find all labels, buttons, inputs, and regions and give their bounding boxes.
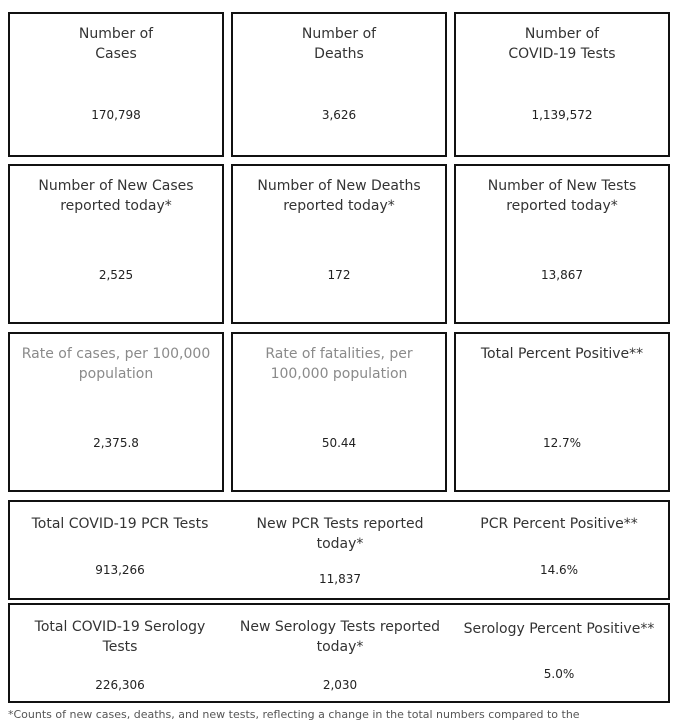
serology-panel <box>8 603 670 703</box>
pcr-new-cell <box>230 502 450 598</box>
card-label: Number of New Deaths reported today* <box>257 178 421 214</box>
pcr-positive-cell <box>450 502 668 598</box>
serology-total-label: Total COVID-19 Serology Tests <box>34 619 206 655</box>
card-label: Number of COVID-19 Tests <box>508 26 616 62</box>
card-rate-of-fatalities <box>231 332 447 492</box>
card-value: 172 <box>327 268 351 282</box>
card-label: Rate of cases, per 100,000 population <box>21 346 211 382</box>
pcr-total-cell <box>10 502 230 598</box>
pcr-new-label: New PCR Tests reported today* <box>256 516 424 552</box>
card-label: Total Percent Positive** <box>480 346 644 362</box>
card-value: 170,798 <box>91 108 141 122</box>
footnote: *Counts of new cases, deaths, and new tests, reflecting a change in the total numbers compared to the <box>8 708 580 721</box>
serology-new-value: 2,030 <box>322 678 358 692</box>
serology-total-cell <box>10 605 230 701</box>
card-number-of-tests <box>454 12 670 157</box>
pcr-new-value: 11,837 <box>319 572 361 586</box>
card-label: Number of Cases <box>78 26 154 62</box>
card-number-of-deaths <box>231 12 447 157</box>
card-label: Number of New Cases reported today* <box>38 178 194 214</box>
card-value: 13,867 <box>541 268 583 282</box>
card-label: Rate of fatalities, per 100,000 population <box>265 346 413 382</box>
card-new-deaths <box>231 164 447 324</box>
serology-positive-value: 5.0% <box>543 667 575 681</box>
card-value: 2,525 <box>98 268 134 282</box>
pcr-total-value: 913,266 <box>95 563 145 577</box>
card-rate-of-cases <box>8 332 224 492</box>
card-value: 1,139,572 <box>531 108 593 122</box>
card-label: Number of New Tests reported today* <box>487 178 637 214</box>
card-total-percent-positive <box>454 332 670 492</box>
card-label: Number of Deaths <box>301 26 377 62</box>
pcr-panel <box>8 500 670 600</box>
card-new-cases <box>8 164 224 324</box>
serology-total-value: 226,306 <box>95 678 145 692</box>
card-value: 12.7% <box>542 436 582 450</box>
pcr-positive-value: 14.6% <box>539 563 579 577</box>
card-value: 2,375.8 <box>93 436 139 450</box>
serology-positive-label: Serology Percent Positive** <box>463 621 655 637</box>
card-number-of-cases <box>8 12 224 157</box>
card-new-tests <box>454 164 670 324</box>
card-value: 50.44 <box>321 436 357 450</box>
card-value: 3,626 <box>321 108 357 122</box>
pcr-total-label: Total COVID-19 PCR Tests <box>31 516 209 532</box>
pcr-positive-label: PCR Percent Positive** <box>480 516 638 532</box>
serology-positive-cell <box>450 605 668 701</box>
serology-new-cell <box>230 605 450 701</box>
serology-new-label: New Serology Tests reported today* <box>239 619 441 655</box>
